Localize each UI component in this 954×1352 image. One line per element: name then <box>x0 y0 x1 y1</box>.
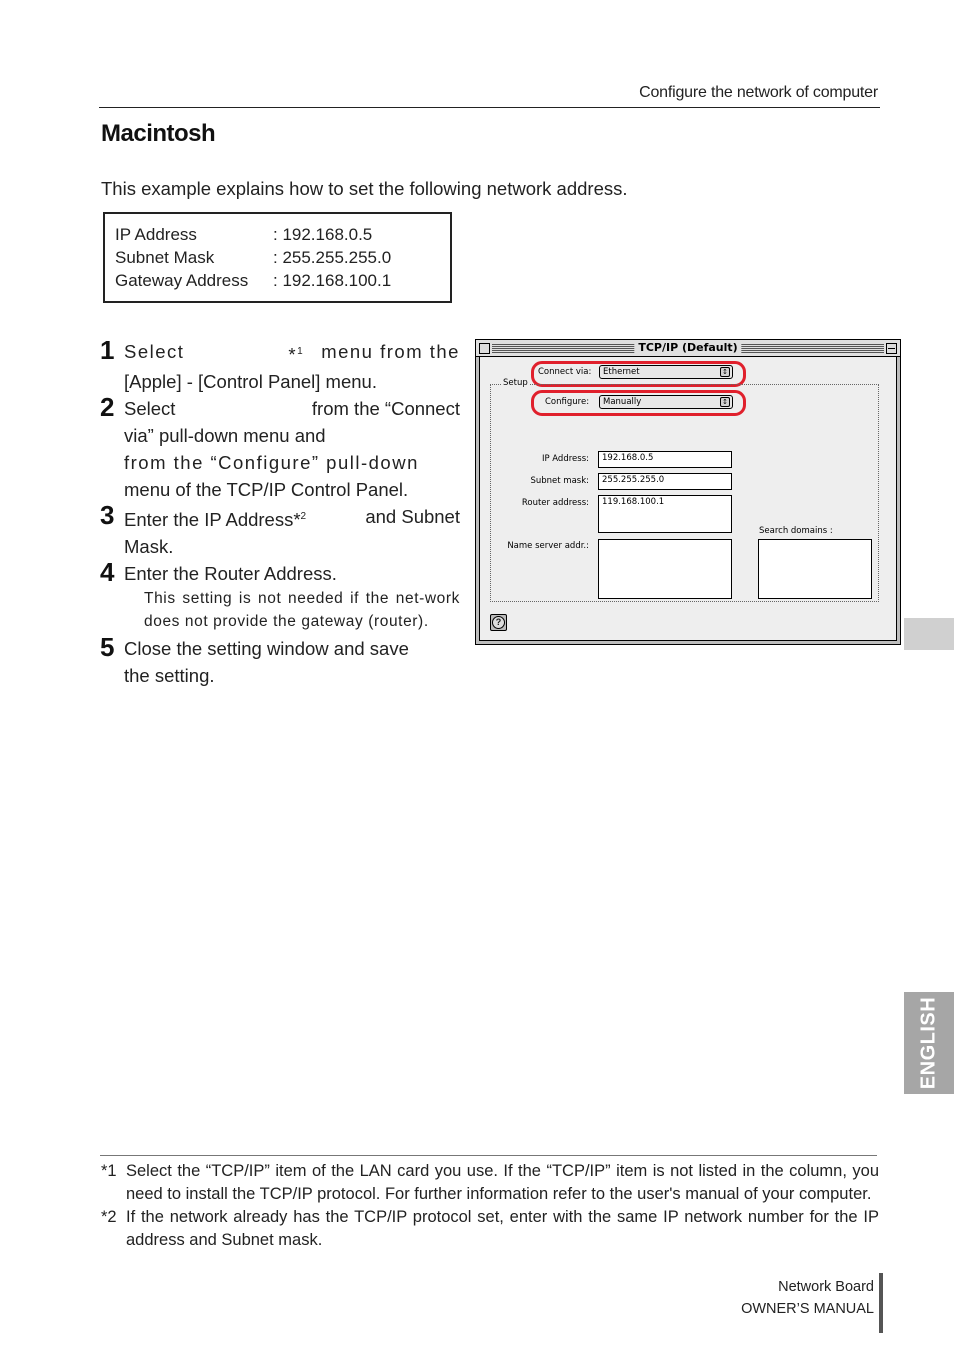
address-row-subnet <box>115 246 450 269</box>
step-number: 1 <box>100 335 115 365</box>
step-text: Mask. <box>124 536 174 558</box>
step-text: menu from the <box>321 341 460 362</box>
footer-product: Network Board <box>778 1279 874 1295</box>
router-address-label: Router address: <box>521 498 589 508</box>
footnote-text: Select the “TCP/IP” item of the LAN card you use. If the “TCP/IP” item is not listed in the column, you need to install the TCP/IP protocol. For further information refer to the user's manual of your computer. <box>126 1162 879 1203</box>
ip-address-field[interactable]: 192.168.0.5 <box>598 451 732 468</box>
language-tab-label: ENGLISH <box>917 996 940 1090</box>
step-text: [Apple] - [Control Panel] menu. <box>124 371 377 393</box>
step-number: 2 <box>100 392 115 423</box>
router-address-field[interactable]: 119.168.100.1 <box>598 495 732 533</box>
section-title: Macintosh <box>101 120 216 147</box>
footnote-mark: *1 <box>101 1162 117 1180</box>
address-value: : 192.168.100.1 <box>273 271 392 290</box>
connect-via-value: Ethernet <box>603 367 640 377</box>
step-text: via” pull-down menu and <box>124 425 326 447</box>
help-button[interactable] <box>490 614 507 631</box>
step-text: Enter the IP Address* <box>124 509 301 531</box>
popup-arrows-icon: ↕ <box>720 397 730 407</box>
steps-list <box>100 335 460 689</box>
search-domains-field[interactable] <box>758 539 872 599</box>
window-title: TCP/IP (Default) <box>634 341 741 354</box>
footnote-1 <box>101 1160 879 1206</box>
running-header: Configure the network of computer <box>639 84 878 101</box>
step-5 <box>100 632 460 689</box>
close-box-icon[interactable] <box>479 343 490 354</box>
footnote-ref: * <box>288 344 298 366</box>
configure-dropdown[interactable] <box>599 395 733 409</box>
setup-group-label: Setup <box>503 378 528 388</box>
help-icon: ? <box>492 616 505 629</box>
name-server-field[interactable] <box>598 539 732 599</box>
step-2 <box>100 392 460 503</box>
header-divider <box>99 107 880 108</box>
zoom-box-icon[interactable] <box>886 343 897 354</box>
search-domains-label: Search domains : <box>759 526 833 536</box>
footnote-2 <box>101 1206 879 1252</box>
footer-brand <box>680 1276 874 1320</box>
language-tab <box>904 992 954 1094</box>
step-text: from the “Configure” pull-down <box>124 452 419 474</box>
step-text: Select <box>124 341 185 362</box>
subnet-mask-label: Subnet mask: <box>530 476 589 486</box>
step-text: and Subnet <box>365 506 460 528</box>
connect-via-label: Connect via: <box>538 367 592 377</box>
intro-text: This example explains how to set the following network address. <box>101 178 628 199</box>
step-text: Select <box>124 398 176 420</box>
configure-label: Configure: <box>545 397 590 407</box>
footer-manual: OWNER’S MANUAL <box>741 1301 874 1317</box>
address-label: Gateway Address <box>115 271 249 290</box>
step-4-note: This setting is not needed if the net-work does not provide the gateway (router). <box>144 590 460 631</box>
address-value: : 255.255.255.0 <box>273 248 392 267</box>
network-address-box <box>103 212 452 303</box>
step-text: Enter the Router Address. <box>124 563 337 585</box>
footnote-ref-number: 2 <box>300 511 307 523</box>
section-tab-marker <box>904 618 954 650</box>
address-row-gateway <box>115 269 450 292</box>
configure-value: Manually <box>603 397 642 407</box>
popup-arrows-icon: ↕ <box>720 367 730 377</box>
step-text: menu of the TCP/IP Control Panel. <box>124 479 409 501</box>
connect-via-dropdown[interactable] <box>599 365 733 379</box>
footnote-ref-number: 1 <box>297 346 305 357</box>
footnote-mark: *2 <box>101 1208 117 1226</box>
address-value: : 192.168.0.5 <box>273 225 373 244</box>
tcpip-window <box>475 339 901 645</box>
step-3 <box>100 500 460 560</box>
step-1 <box>100 335 460 395</box>
address-label: IP Address <box>115 225 197 244</box>
footnotes <box>101 1160 879 1252</box>
step-text: Close the setting window and save <box>124 638 409 660</box>
step-text: the setting. <box>124 665 215 687</box>
step-text: from the “Connect <box>311 398 460 420</box>
footnote-divider <box>100 1155 877 1156</box>
footnote-text: If the network already has the TCP/IP protocol set, enter with the same IP network number for the IP address and Subnet mask. <box>126 1208 879 1249</box>
window-titlebar[interactable] <box>476 340 900 357</box>
name-server-label: Name server addr.: <box>507 541 589 551</box>
ip-address-label: IP Address: <box>541 454 589 464</box>
address-label: Subnet Mask <box>115 248 215 267</box>
footer-bar <box>879 1273 883 1333</box>
subnet-mask-field[interactable]: 255.255.255.0 <box>598 473 732 490</box>
address-row-ip <box>115 223 450 246</box>
step-number: 3 <box>100 500 115 531</box>
step-number: 4 <box>100 557 115 588</box>
step-4 <box>100 557 460 588</box>
step-number: 5 <box>100 632 115 663</box>
